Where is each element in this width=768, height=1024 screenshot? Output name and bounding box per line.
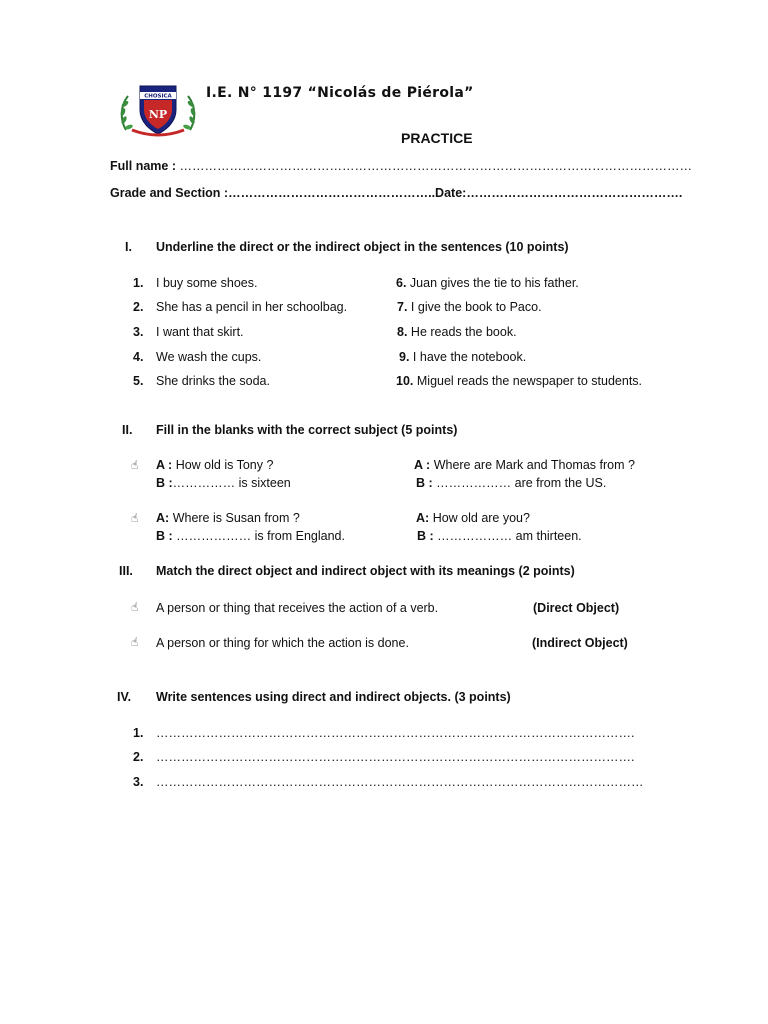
section1-numeral: I. [125, 240, 132, 254]
section3-numeral: III. [119, 564, 133, 578]
s1-right-item[interactable] [397, 325, 517, 339]
dialogue-a-line [156, 458, 273, 472]
question-text: How old are you? [432, 511, 530, 525]
s1-right-item[interactable] [396, 276, 579, 290]
match-answer[interactable]: (Direct Object) [533, 601, 620, 615]
s1-left-number: 3. [133, 325, 144, 339]
writing-line-number: 1. [133, 726, 144, 740]
full-name-field[interactable] [110, 159, 692, 173]
dialogue-a-line [416, 511, 530, 525]
s1-left-number: 1. [133, 276, 144, 290]
date-label: Date: [435, 186, 467, 200]
answer-blank[interactable]: ……………… am thirteen. [437, 529, 582, 543]
section2-heading: Fill in the blanks with the correct subject (5 points) [156, 423, 458, 437]
s1-left-sentence[interactable]: I buy some shoes. [156, 276, 258, 290]
s1-right-item[interactable] [397, 300, 542, 314]
answer-blank[interactable]: ……………… are from the US. [436, 476, 607, 490]
speaker-a-label: A: [156, 511, 170, 525]
pointing-hand-icon: ☝ [131, 600, 139, 614]
speaker-a-label: A: [416, 511, 430, 525]
section3-heading: Match the direct object and indirect object with its meanings (2 points) [156, 564, 575, 578]
date-blank[interactable]: ……………………………………………. [466, 186, 683, 200]
s1-right-sentence[interactable]: Miguel reads the newspaper to students. [416, 374, 643, 388]
match-answer[interactable]: (Indirect Object) [532, 636, 628, 650]
dialogue-a-line [156, 511, 300, 525]
speaker-b-label: B : [156, 529, 173, 543]
s1-right-item[interactable] [396, 374, 642, 388]
dialogue-a-line [414, 458, 635, 472]
pointing-hand-icon: ☝ [131, 458, 139, 472]
grade-date-field[interactable] [110, 186, 682, 200]
pointing-hand-icon: ☝ [131, 635, 139, 649]
s1-right-number: 7. [397, 300, 408, 314]
speaker-a-label: A : [156, 458, 173, 472]
speaker-b-label: B : [416, 476, 433, 490]
pointing-hand-icon: ☝ [131, 511, 139, 525]
s1-right-number: 10. [396, 374, 414, 388]
speaker-b-label: B : [417, 529, 434, 543]
definition-text: A person or thing that receives the action of a verb. [156, 601, 439, 615]
s1-right-number: 9. [399, 350, 410, 364]
writing-line[interactable]: ……………………………………………………………………………………………………. [156, 726, 635, 740]
section4-numeral: IV. [117, 690, 132, 704]
section1-heading: Underline the direct or the indirect object in the sentences (10 points) [156, 240, 569, 254]
grade-label: Grade and Section : [110, 186, 229, 200]
writing-line-number: 2. [133, 750, 144, 764]
s1-right-sentence[interactable]: I have the notebook. [412, 350, 527, 364]
s1-left-sentence[interactable]: I want that skirt. [156, 325, 244, 339]
section4-heading: Write sentences using direct and indirect objects. (3 points) [156, 690, 511, 704]
dialogue-b-line[interactable] [156, 476, 291, 490]
dialogue-b-line[interactable] [156, 529, 345, 543]
s1-right-sentence[interactable]: He reads the book. [410, 325, 517, 339]
crest-text: CHOSICA [144, 93, 172, 100]
answer-blank[interactable]: …………… is sixteen [172, 476, 291, 490]
question-text: How old is Tony ? [175, 458, 274, 472]
s1-left-number: 2. [133, 300, 144, 314]
speaker-a-label: A : [414, 458, 431, 472]
writing-line[interactable]: ……………………………………………………………………………………………………. [156, 750, 635, 764]
grade-blank[interactable]: ………………………………………….. [228, 186, 436, 200]
page-title: PRACTICE [401, 130, 473, 146]
s1-left-sentence[interactable]: She drinks the soda. [156, 374, 270, 388]
s1-right-item[interactable] [399, 350, 526, 364]
dialogue-b-line[interactable] [417, 529, 582, 543]
full-name-blank[interactable]: …………………………………………………………………………………………………………… [179, 159, 692, 173]
full-name-label: Full name : [110, 159, 176, 173]
question-text: Where are Mark and Thomas from ? [433, 458, 635, 472]
dialogue-b-line[interactable] [416, 476, 606, 490]
answer-blank[interactable]: ……………… is from England. [176, 529, 345, 543]
writing-line[interactable]: ……………………………………………………………………………………………………… [156, 775, 644, 789]
school-crest-logo [118, 80, 198, 138]
crest-monogram: NP [148, 108, 168, 121]
s1-right-sentence[interactable]: I give the book to Paco. [410, 300, 542, 314]
s1-right-sentence[interactable]: Juan gives the tie to his father. [409, 276, 579, 290]
writing-line-number: 3. [133, 775, 144, 789]
definition-text: A person or thing for which the action is done. [156, 636, 409, 650]
school-name: I.E. N° 1197 “Nicolás de Piérola” [206, 85, 474, 101]
s1-left-sentence[interactable]: We wash the cups. [156, 350, 262, 364]
s1-right-number: 8. [397, 325, 408, 339]
s1-left-number: 5. [133, 374, 144, 388]
s1-left-number: 4. [133, 350, 144, 364]
question-text: Where is Susan from ? [172, 511, 300, 525]
s1-left-sentence[interactable]: She has a pencil in her schoolbag. [156, 300, 348, 314]
section2-numeral: II. [122, 423, 133, 437]
s1-right-number: 6. [396, 276, 407, 290]
speaker-b-label: B : [156, 476, 173, 490]
